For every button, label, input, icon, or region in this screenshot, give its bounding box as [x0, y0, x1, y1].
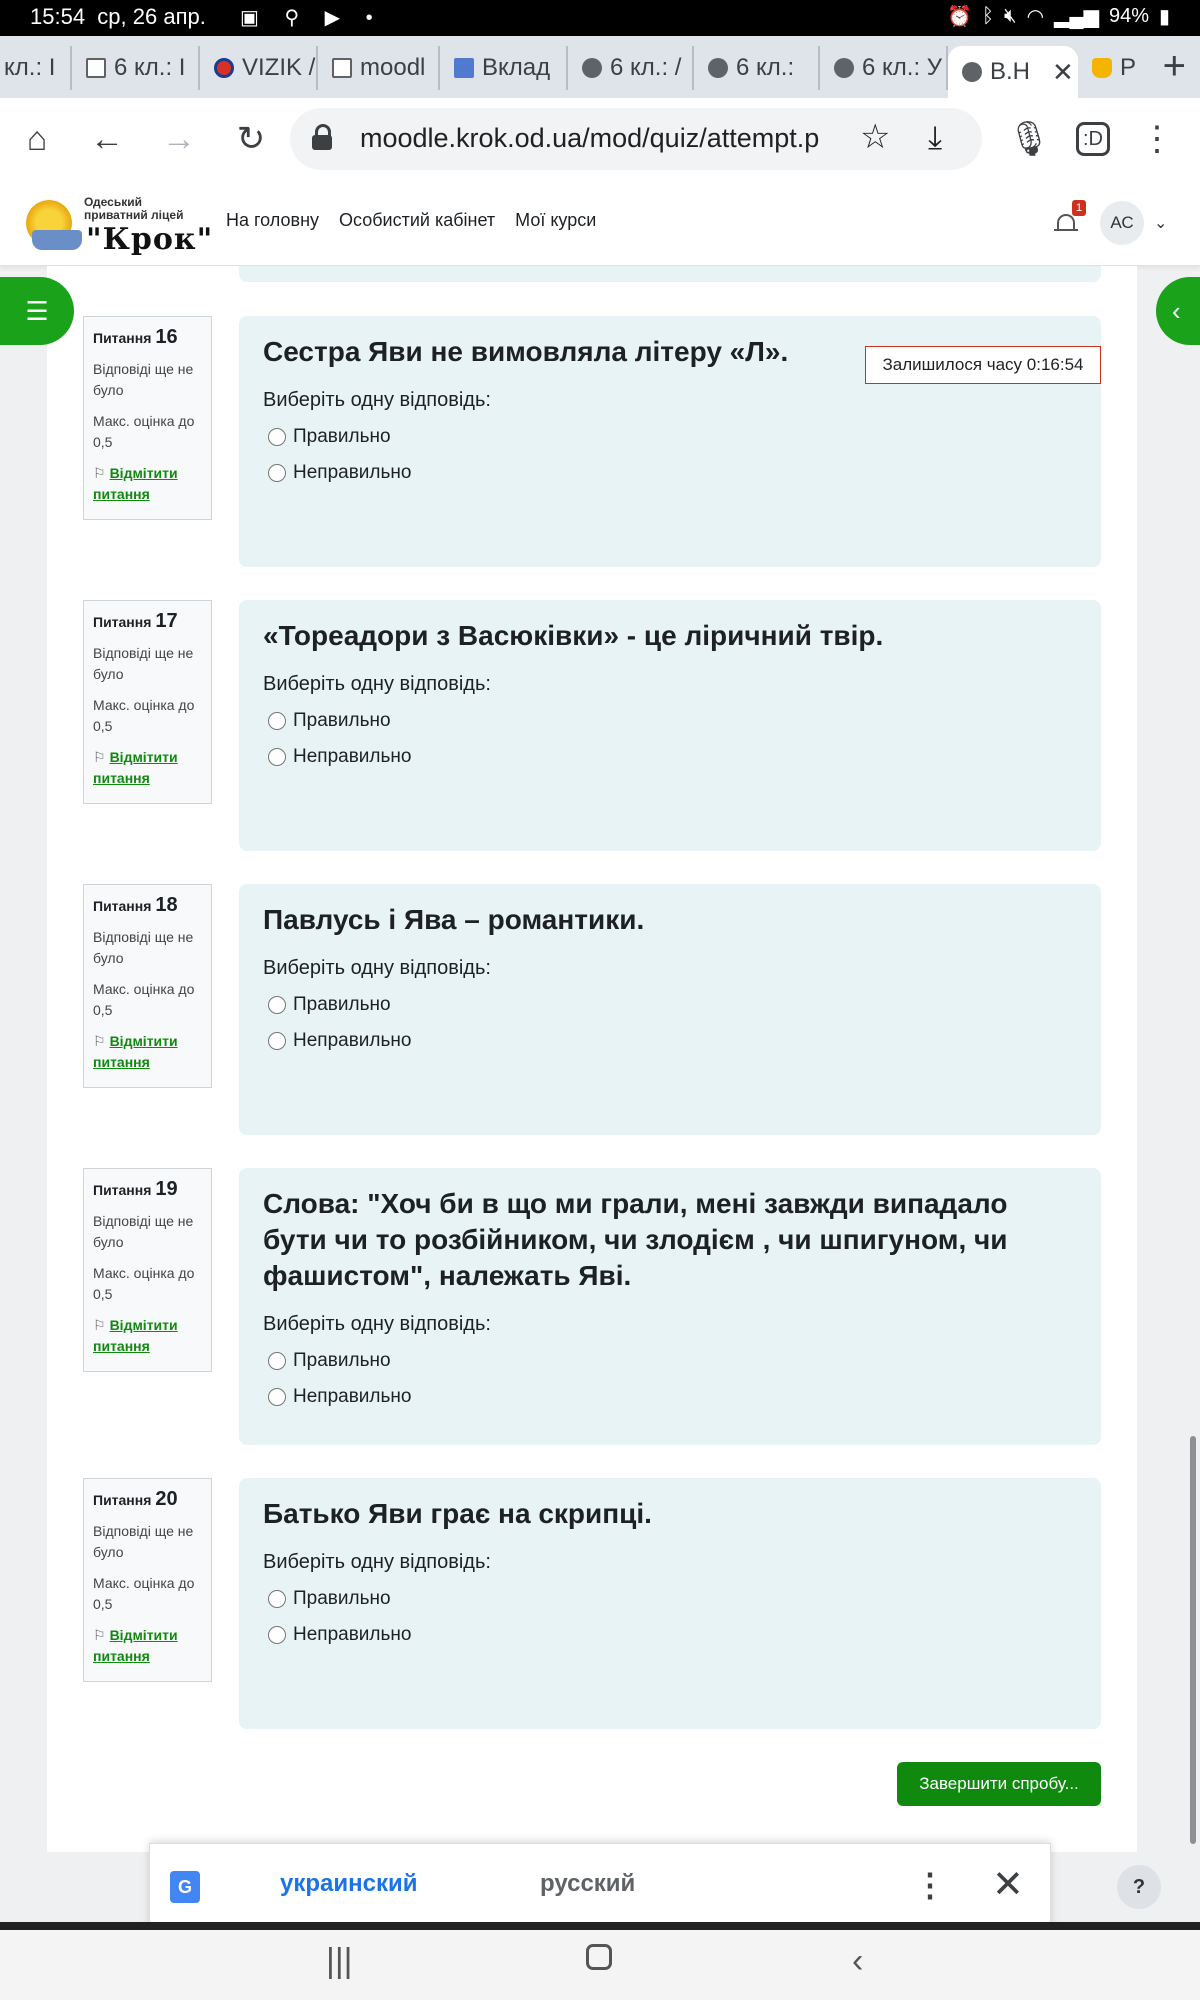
question-grade: Макс. оцінка до 0,5: [93, 1575, 195, 1612]
bookmark-star-icon[interactable]: ☆: [860, 118, 891, 156]
question-number: Питання 18: [93, 894, 178, 916]
radio-button[interactable]: [268, 1388, 286, 1406]
help-button[interactable]: ?: [1117, 1865, 1161, 1909]
status-bar: [0, 0, 1200, 36]
browser-tab[interactable]: [440, 46, 568, 90]
option-label: Правильно: [293, 1588, 391, 1609]
flag-question-link[interactable]: ⚐ Відмітити питання: [93, 749, 178, 786]
radio-button[interactable]: [268, 1626, 286, 1644]
chevron-left-icon: ‹: [1172, 296, 1181, 326]
home-button-icon[interactable]: [586, 1944, 612, 1970]
flag-question-link[interactable]: ⚐ Відмітити питання: [93, 465, 178, 502]
answer-prompt: Виберіть одну відповідь:: [263, 957, 491, 979]
question-card: [239, 1478, 1101, 1729]
book-emblem: [32, 230, 82, 250]
tab-title: VIZIK /: [242, 54, 316, 81]
browser-tab[interactable]: [820, 46, 948, 90]
question-grade: Макс. оцінка до 0,5: [93, 1265, 195, 1302]
radio-button[interactable]: [268, 996, 286, 1014]
quiz-navigation-toggle[interactable]: [0, 277, 74, 345]
vizik-icon: [214, 58, 234, 78]
forward-icon[interactable]: →: [162, 120, 196, 158]
option-label: Неправильно: [293, 1624, 412, 1645]
doc-icon: [332, 58, 352, 78]
answer-option[interactable]: [268, 1588, 1077, 1610]
radio-button[interactable]: [268, 1032, 286, 1050]
tab-strip: [0, 36, 1200, 98]
question-state: Відповіді ще не було: [93, 361, 194, 398]
question-grade: Макс. оцінка до 0,5: [93, 413, 195, 450]
block-drawer-toggle[interactable]: [1156, 277, 1200, 345]
option-label: Правильно: [293, 426, 391, 447]
mute-icon: 🔇︎: [1003, 5, 1017, 27]
nav-my-courses[interactable]: Мої курси: [515, 210, 597, 230]
option-label: Правильно: [293, 1350, 391, 1371]
primary-navigation: [226, 210, 596, 231]
address-bar[interactable]: [290, 108, 982, 170]
answer-option[interactable]: [268, 1624, 1077, 1646]
browser-toolbar: [0, 98, 1200, 180]
new-tab-icon[interactable]: +: [1162, 44, 1186, 88]
bluetooth-icon: ᛒ: [981, 5, 994, 27]
logo-subtitle: Одеський приватний ліцей: [84, 195, 184, 222]
radio-button[interactable]: [268, 1590, 286, 1608]
question-state: Відповіді ще не було: [93, 645, 194, 682]
browser-tab[interactable]: [694, 46, 820, 90]
nav-home[interactable]: На головну: [226, 210, 320, 230]
bell-icon-base: [1054, 229, 1078, 231]
battery-icon: ▮: [1158, 6, 1170, 28]
tab-title: Вклад: [482, 54, 551, 81]
question-number: Питання 20: [93, 1488, 178, 1510]
site-header: [0, 180, 1200, 266]
nav-dashboard[interactable]: Особистий кабінет: [339, 210, 496, 230]
flag-question-link[interactable]: ⚐ Відмітити питання: [93, 1627, 178, 1664]
question-card: [239, 884, 1101, 1135]
answer-prompt: Виберіть одну відповідь:: [263, 389, 491, 411]
globe-icon: [962, 62, 982, 82]
tab-title: P: [1120, 54, 1137, 81]
radio-button[interactable]: [268, 748, 286, 766]
question-text: «Тореадори з Васюківки» - це ліричний твір.: [263, 620, 884, 651]
source-language-tab[interactable]: украинский: [280, 1870, 418, 1897]
google-translate-icon: G: [170, 1871, 200, 1903]
option-label: Неправильно: [293, 462, 412, 483]
url-text[interactable]: moodle.krok.od.ua/mod/quiz/attempt.p: [360, 123, 820, 153]
flag-icon: ⚐: [93, 1627, 106, 1643]
question-info: [83, 1478, 212, 1682]
tab-title: кл.: I: [4, 54, 56, 81]
quiz-timer: Залишилося часу 0:16:54: [865, 346, 1101, 384]
target-language-tab[interactable]: русский: [540, 1870, 636, 1897]
lock-icon: [312, 124, 332, 150]
radio-button[interactable]: [268, 428, 286, 446]
question-text: Батько Яви грає на скрипці.: [263, 1498, 652, 1529]
battery-level: 94%: [1108, 5, 1149, 27]
microphone-icon[interactable]: 🎙︎: [1007, 120, 1051, 158]
finish-attempt-button[interactable]: Завершити спробу...: [897, 1762, 1101, 1806]
page-footer: [0, 1922, 1200, 1930]
flag-icon: ⚐: [93, 1033, 106, 1049]
site-logo[interactable]: [20, 194, 214, 257]
answer-option[interactable]: [268, 462, 1077, 484]
answer-option[interactable]: [268, 994, 1077, 1016]
close-icon[interactable]: ✕: [992, 1864, 1024, 1906]
browser-tab[interactable]: [200, 46, 318, 90]
list-icon: ☰: [25, 296, 49, 326]
status-time: 15:54 ср, 26 апр.: [30, 4, 206, 29]
browser-tab[interactable]: [568, 46, 694, 90]
tab-title: moodl: [360, 54, 426, 81]
option-label: Неправильно: [293, 1386, 412, 1407]
question-number: Питання 17: [93, 610, 178, 632]
system-navigation-bar: [0, 1930, 1200, 2000]
answer-option[interactable]: [268, 426, 1077, 448]
tab-title: В.Н: [990, 58, 1031, 85]
tab-title: 6 кл.: I: [114, 54, 186, 81]
question-grade: Макс. оцінка до 0,5: [93, 981, 195, 1018]
question-text: Слова: "Хоч би в що ми грали, мені завжди випадало бути чи то розбійником, чи злодієм , чи шпигуном, чи фашистом", належать Яві.: [263, 1188, 1008, 1291]
download-icon[interactable]: ⤓: [928, 119, 943, 155]
flag-question-link[interactable]: ⚐ Відмітити питання: [93, 1033, 178, 1070]
browser-tab[interactable]: [318, 46, 440, 90]
vkl-icon: [454, 58, 474, 78]
back-icon[interactable]: ←: [90, 120, 124, 158]
question-number: Питання 16: [93, 326, 178, 348]
user-avatar[interactable]: АС: [1100, 201, 1144, 245]
more-menu-icon[interactable]: ⋮: [1140, 120, 1174, 158]
question-state: Відповіді ще не було: [93, 929, 194, 966]
question-info: [83, 600, 212, 804]
option-label: Правильно: [293, 994, 391, 1015]
wifi-icon: ◠: [1026, 6, 1045, 28]
answer-option[interactable]: [268, 1030, 1077, 1052]
radio-button[interactable]: [268, 464, 286, 482]
question-number: Питання 19: [93, 1178, 178, 1200]
option-label: Неправильно: [293, 1030, 412, 1051]
radio-button[interactable]: [268, 1352, 286, 1370]
question-card: [239, 1168, 1101, 1445]
globe-icon: [582, 58, 602, 78]
question-card: [239, 600, 1101, 851]
page-scrollbar[interactable]: [1190, 1436, 1196, 1844]
system-tray: [947, 4, 1170, 29]
answer-option[interactable]: [268, 746, 1077, 768]
alarm-icon: ⏰: [947, 6, 972, 28]
notification-badge: 1: [1072, 200, 1086, 216]
translate-bar: [149, 1843, 1051, 1931]
globe-icon: [834, 58, 854, 78]
reload-icon[interactable]: ↻: [236, 120, 266, 158]
question-info: [83, 884, 212, 1088]
tab-title: 6 кл.: У: [862, 54, 943, 81]
browser-tab[interactable]: [72, 46, 200, 90]
chevron-down-icon[interactable]: ⌄: [1154, 215, 1168, 232]
doc-icon: [86, 58, 106, 78]
browser-tab[interactable]: [0, 46, 72, 90]
flag-icon: ⚐: [93, 1317, 106, 1333]
flag-icon: ⚐: [93, 465, 106, 481]
answer-prompt: Виберіть одну відповідь:: [263, 1313, 491, 1335]
question-state: Відповіді ще не було: [93, 1523, 194, 1560]
more-options-icon[interactable]: ⋮: [914, 1867, 946, 1903]
option-label: Правильно: [293, 710, 391, 731]
option-label: Неправильно: [293, 746, 412, 767]
logo-title: "Крок": [86, 222, 214, 257]
browser-tab[interactable]: [1078, 46, 1158, 90]
tab-title: 6 кл.:: [736, 54, 795, 81]
signal-icon: ▂▄▆: [1054, 6, 1099, 28]
system-back-icon[interactable]: ‹: [852, 1942, 864, 1980]
close-tab-icon[interactable]: ✕: [1052, 56, 1074, 87]
bell-tab-icon: [1092, 58, 1112, 78]
flag-icon: ⚐: [93, 749, 106, 765]
recent-apps-icon[interactable]: |||: [326, 1942, 353, 1980]
flag-question-link[interactable]: ⚐ Відмітити питання: [93, 1317, 178, 1354]
browser-tab-active[interactable]: [948, 46, 1078, 98]
answer-option[interactable]: [268, 1386, 1077, 1408]
previous-question-card: [239, 266, 1101, 282]
question-text: Павлусь і Ява – романтики.: [263, 904, 645, 935]
radio-button[interactable]: [268, 712, 286, 730]
globe-icon: [708, 58, 728, 78]
question-info: [83, 1168, 212, 1372]
question-info: [83, 316, 212, 520]
answer-prompt: Виберіть одну відповідь:: [263, 673, 491, 695]
tab-switcher-icon[interactable]: :D: [1076, 122, 1110, 156]
notifications-button[interactable]: [1054, 202, 1083, 236]
notification-icons: ▣ ⚲ ▶ •: [240, 7, 383, 29]
answer-prompt: Виберіть одну відповідь:: [263, 1551, 491, 1573]
tab-title: 6 кл.: /: [610, 54, 682, 81]
question-text: Сестра Яви не вимовляла літеру «Л».: [263, 336, 789, 367]
answer-option[interactable]: [268, 1350, 1077, 1372]
home-icon[interactable]: ⌂: [26, 120, 48, 158]
question-grade: Макс. оцінка до 0,5: [93, 697, 195, 734]
answer-option[interactable]: [268, 710, 1077, 732]
question-state: Відповіді ще не було: [93, 1213, 194, 1250]
